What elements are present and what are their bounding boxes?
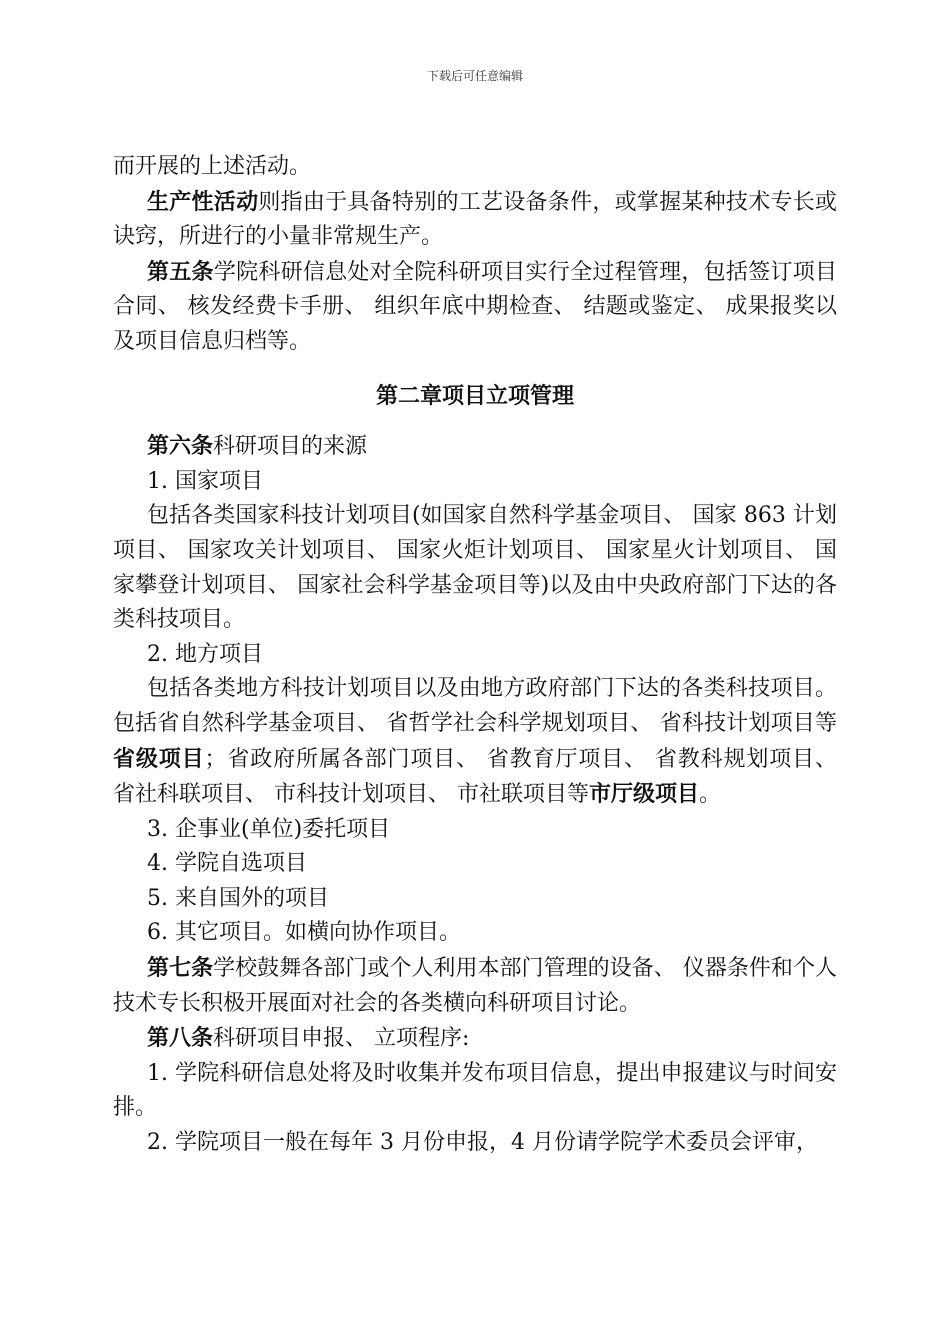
article-6 [113, 429, 837, 465]
article-8 [113, 1021, 837, 1057]
page-header: 下载后可任意编辑 [426, 69, 523, 83]
list-item-enterprise: 3. 企事业(单位)委托项目 [147, 816, 391, 842]
article-number: 第五条 [147, 258, 214, 285]
article-text: 科研项目申报、 立项程序: [213, 1026, 470, 1052]
list-item-foreign: 5. 来自国外的项目 [147, 885, 329, 911]
chapter-heading: 第二章项目立项管理 [375, 382, 574, 409]
term-bold: 生产性活动 [147, 188, 259, 215]
paragraph-continuation: 而开展的上述活动。 [113, 154, 312, 179]
article-7 [113, 951, 837, 1021]
paragraph-national-projects: 包括各类国家科技计划项目(如国家自然科学基金项目、 国家 863 计划项目、 国家攻关计划项目、 国家火炬计划项目、 国家星火计划项目、 国家攀登计划项目、 国家社会科学基金项目等)以及由中央政府部门下达的各类科技项目。 [113, 503, 837, 633]
paragraph-text: 包括各类地方科技计划项目以及由地方政府部门下达的各类科技项目。包括省自然科学基金项目、 省哲学社会科学规划项目、 省科技计划项目等 [113, 676, 837, 736]
article-number: 第七条 [147, 955, 214, 982]
article-text: 学校鼓舞各部门或个人利用本部门管理的设备、 仪器条件和个人技术专长积极开展面对社会的各类横向科研项目讨论。 [113, 956, 837, 1016]
article-text: 科研项目的来源 [213, 434, 368, 460]
list-item-local: 2. 地方项目 [147, 641, 263, 667]
article-number: 第八条 [147, 1025, 214, 1052]
procedure-step-1: 1. 学院科研信息处将及时收集并发布项目信息，提出申报建议与时间安排。 [113, 1060, 837, 1121]
list-item-national: 1. 国家项目 [147, 468, 263, 494]
term-bold: 省级项目 [113, 745, 205, 772]
procedure-step-2: 2. 学院项目一般在每年 3 月份申报，4 月份请学院学术委员会评审， [147, 1130, 818, 1156]
term-bold: 市厅级项目 [589, 781, 700, 808]
paragraph-text: ；省政府所属各部门项目、 省教育厅项目、 省教科规划项目、 省社科联项目、 市科技计划项目、 市社联项目等 [113, 746, 837, 808]
paragraph-productive-activity [113, 185, 837, 255]
article-5 [113, 255, 837, 360]
paragraph-local-projects [113, 672, 837, 812]
paragraph-text: 则指由于具备特别的工艺设备条件，或掌握某种技术专长或诀窍，所进行的小量非常规生产。 [113, 189, 837, 250]
paragraph-text: 。 [699, 782, 722, 808]
document-body [113, 150, 837, 1161]
list-item-self-selected: 4. 学院自选项目 [147, 851, 307, 877]
article-number: 第六条 [147, 433, 214, 460]
article-text: 学院科研信息处对全院科研项目实行全过程管理，包括签订项目合同、 核发经费卡手册、 组织年底中期检查、 结题或鉴定、 成果报奖以及项目信息归档等。 [113, 259, 837, 354]
list-item-other: 6. 其它项目。如横向协作项目。 [147, 920, 461, 946]
